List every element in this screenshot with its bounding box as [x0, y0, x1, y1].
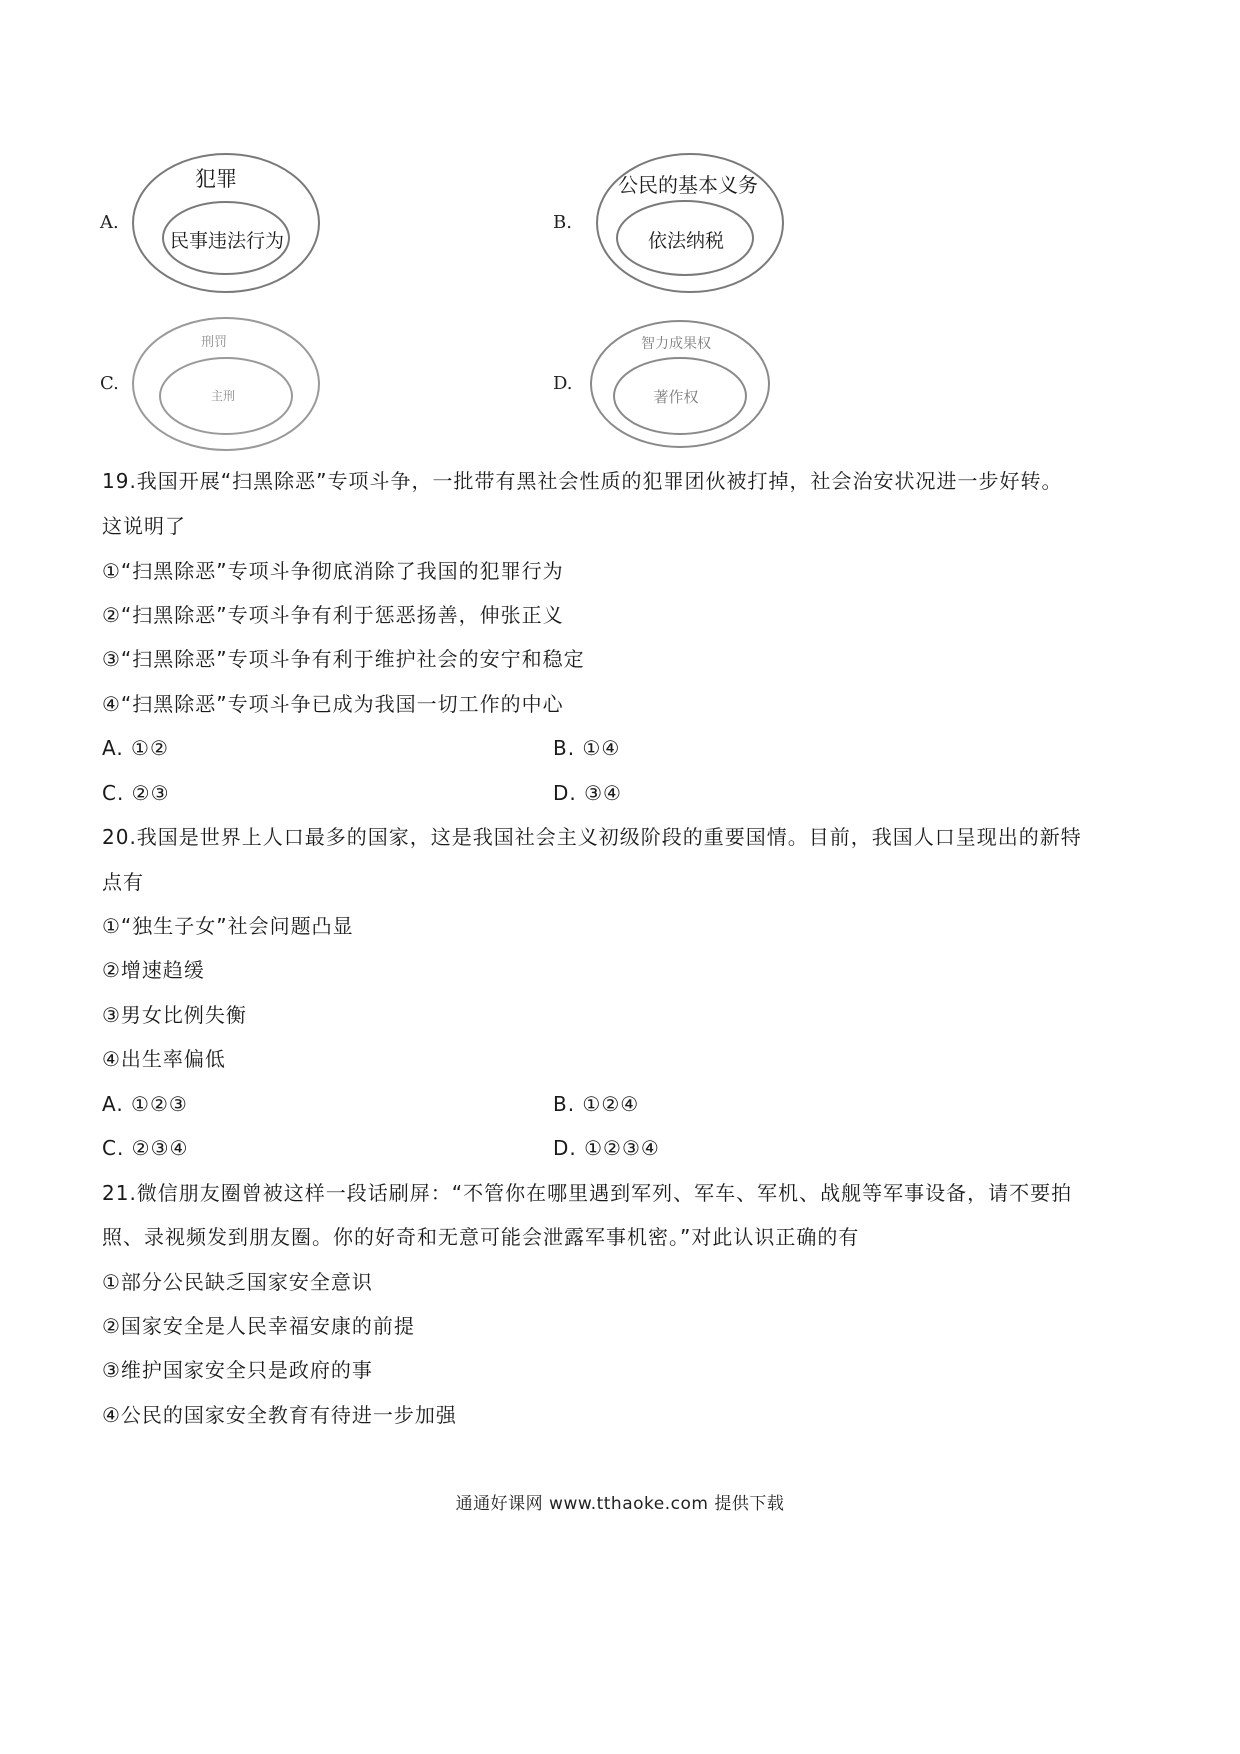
question-stem-continuation: 照、录视频发到朋友圈。你的好奇和无意可能会泄露军事机密。”对此认识正确的有	[102, 1225, 860, 1249]
statement-item: ③男女比例失衡	[102, 1003, 247, 1027]
outer-label: 刑罚	[200, 335, 228, 350]
nested-ellipse-diagram	[592, 150, 788, 296]
question-stem: 19.我国开展“扫黑除恶”专项斗争，一批带有黑社会性质的犯罪团伙被打掉，社会治安状况进一步好转。	[102, 469, 1063, 493]
question-stem: 20.我国是世界上人口最多的国家，这是我国社会主义初级阶段的重要国情。目前，我国人口呈现出的新特	[102, 825, 1082, 849]
statement-item: ③维护国家安全只是政府的事	[102, 1358, 373, 1382]
inner-label: 主刑	[210, 389, 236, 403]
statement-item: ③“扫黑除恶”专项斗争有利于维护社会的安宁和稳定	[102, 647, 585, 671]
statement-item: ①“扫黑除恶”专项斗争彻底消除了我国的犯罪行为	[102, 559, 564, 583]
inner-label: 依法纳税	[647, 230, 725, 252]
outer-label: 智力成果权	[641, 336, 711, 352]
option-label: A.	[100, 212, 119, 233]
question-stem-continuation: 点有	[102, 870, 144, 894]
nested-ellipse-diagram	[586, 314, 782, 460]
option-label: C.	[100, 373, 119, 394]
answer-choice-d: D. ①②③④	[553, 1136, 660, 1160]
inner-label: 民事违法行为	[169, 230, 285, 252]
statement-item: ②“扫黑除恶”专项斗争有利于惩恶扬善，伸张正义	[102, 603, 564, 627]
statement-item: ②国家安全是人民幸福安康的前提	[102, 1314, 415, 1338]
outer-label: 公民的基本义务	[618, 173, 758, 197]
answer-choice-b: B. ①②④	[553, 1092, 640, 1116]
answer-choice-c: C. ②③	[102, 781, 170, 805]
answer-choice-a: A. ①②	[102, 736, 169, 760]
statement-item: ④“扫黑除恶”专项斗争已成为我国一切工作的中心	[102, 692, 564, 716]
question-stem-continuation: 这说明了	[102, 514, 186, 538]
outer-label: 犯罪	[195, 167, 237, 191]
nested-ellipse-diagram	[128, 312, 324, 458]
inner-label: 著作权	[653, 388, 699, 406]
answer-choice-c: C. ②③④	[102, 1136, 189, 1160]
question-stem: 21.微信朋友圈曾被这样一段话刷屏：“不管你在哪里遇到军列、军车、军机、战舰等军事设备，请不要拍	[102, 1181, 1073, 1205]
statement-item: ④出生率偏低	[102, 1047, 226, 1071]
statement-item: ④公民的国家安全教育有待进一步加强	[102, 1403, 457, 1427]
answer-choice-d: D. ③④	[553, 781, 622, 805]
page-footer: 通通好课网 www.tthaoke.com 提供下载	[455, 1494, 785, 1514]
option-label: B.	[553, 212, 572, 233]
nested-ellipse-diagram	[128, 150, 324, 296]
statement-item: ②增速趋缓	[102, 958, 205, 982]
answer-choice-b: B. ①④	[553, 736, 621, 760]
option-label: D.	[553, 373, 573, 394]
statement-item: ①“独生子女”社会问题凸显	[102, 914, 354, 938]
answer-choice-a: A. ①②③	[102, 1092, 188, 1116]
statement-item: ①部分公民缺乏国家安全意识	[102, 1270, 373, 1294]
